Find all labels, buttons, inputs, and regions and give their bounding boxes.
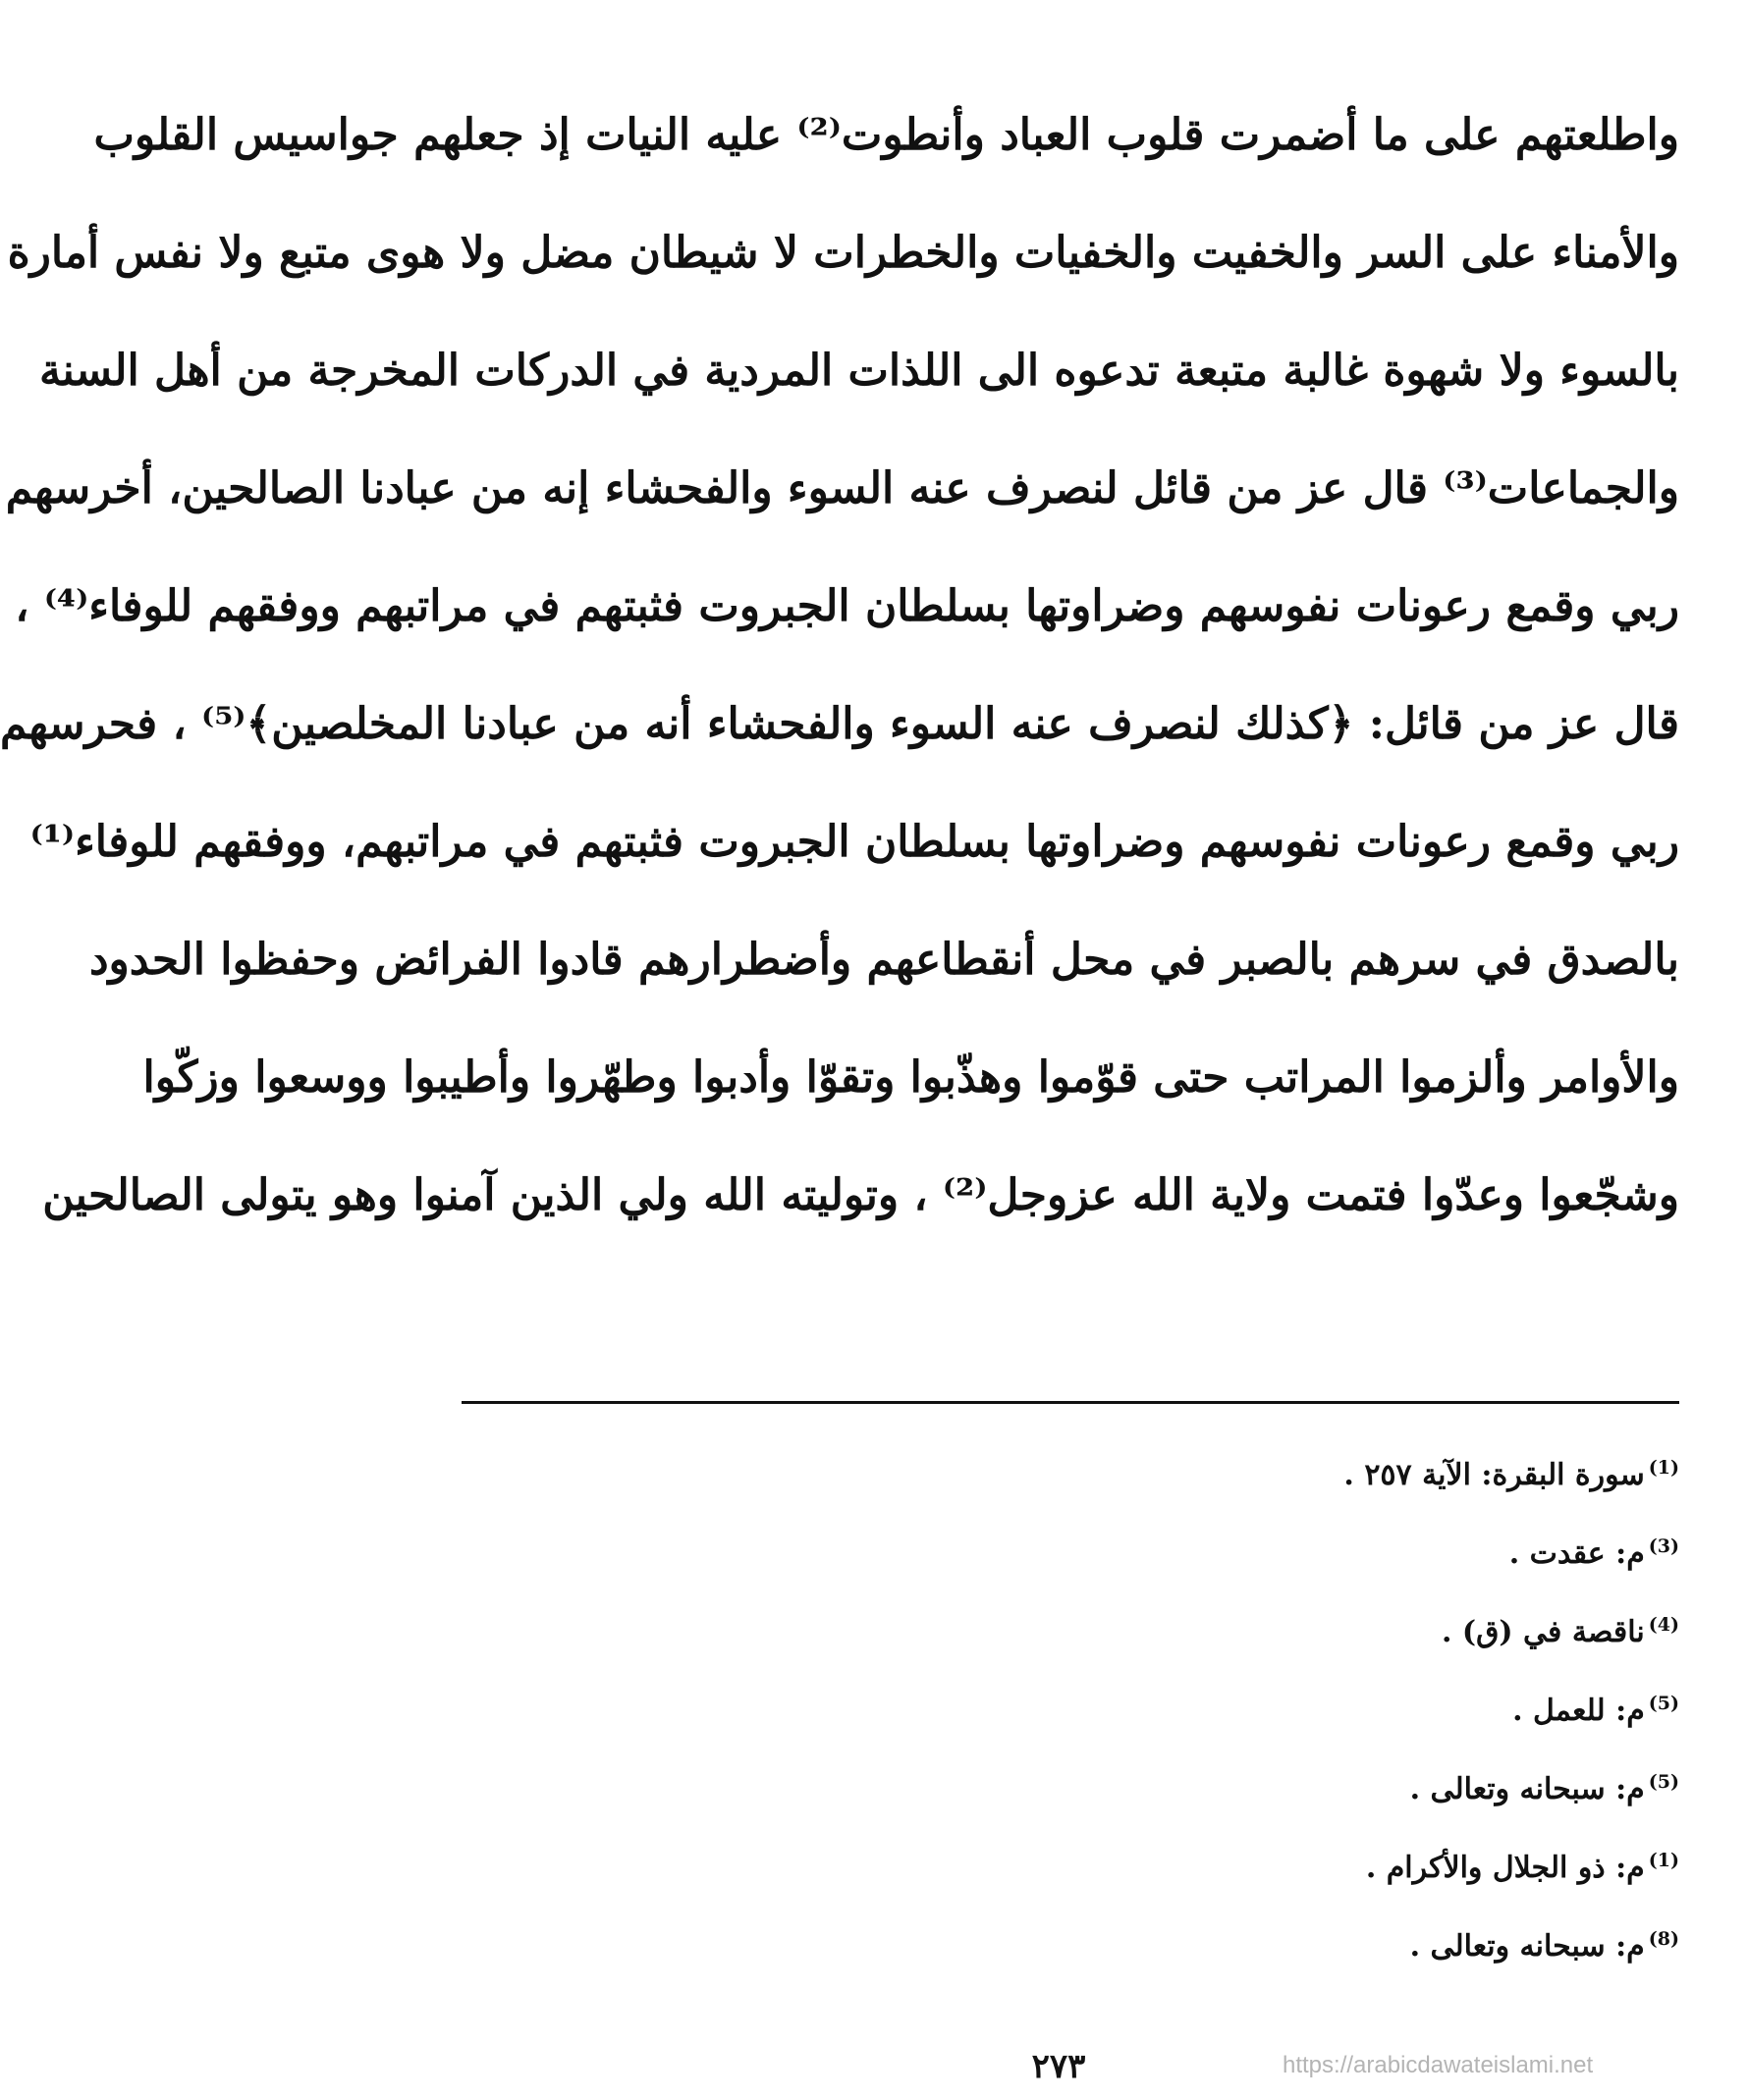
page-number: ٢٧٣	[1031, 2047, 1086, 2086]
footnote-text: م: عقدت .	[1508, 1536, 1645, 1571]
footnote-item	[462, 1512, 1679, 1590]
footnote-mark: (1)	[1648, 1850, 1679, 1871]
footnote-text: م: سبحانه وتعالى .	[1409, 1929, 1645, 1964]
main-text-line: ربي وقمع رعونات نفوسهم وضراوتها بسلطان الجبروت فثبتهم في مراتبهم، ووفقهم للوفاء⁽¹⁾	[29, 817, 1679, 867]
footnote-mark: (3)	[1648, 1535, 1679, 1557]
footnote-item	[462, 1433, 1679, 1512]
footnote-mark: (8)	[1648, 1928, 1679, 1950]
watermark-url: https://arabicdawateislami.net	[1283, 2052, 1594, 2078]
main-text-line: ربي وقمع رعونات نفوسهم وضراوتها بسلطان الجبروت فثبتهم في مراتبهم ووفقهم للوفاء⁽⁴⁾ ،	[15, 581, 1679, 631]
main-text-line: والأوامر وألزموا المراتب حتى قوّموا وهذّبوا وتقوّا وأدبوا وطهّروا وأطيبوا ووسعوا وزكّوا	[142, 1052, 1679, 1103]
main-text-line: بالسوء ولا شهوة غالبة متبعة تدعوه الى اللذات المردية في الدركات المخرجة من أهل السنة	[38, 346, 1679, 396]
footnote-text: م: ذو الجلال والأكرام .	[1365, 1851, 1645, 1885]
footnote-text: ناقصة في (ق) .	[1442, 1615, 1645, 1649]
footnote-item	[462, 1748, 1679, 1826]
footnotes-list	[462, 1433, 1679, 1983]
main-text-line: واطلعتهم على ما أضمرت قلوب العباد وأنطوت⁽²⁾ عليه النيات إذ جعلهم جواسيس القلوب	[93, 110, 1679, 160]
footnote-mark: (1)	[1648, 1457, 1679, 1479]
footnote-item	[462, 1590, 1679, 1669]
main-text-line: والجماعات⁽³⁾ قال عز من قائل لنصرف عنه السوء والفحشاء إنه من عبادنا الصالحين، أخرسهم	[5, 463, 1679, 513]
footnote-text: م: للعمل .	[1512, 1694, 1645, 1728]
footnote-mark: (5)	[1648, 1771, 1679, 1793]
footnote-text: م: سبحانه وتعالى .	[1409, 1772, 1645, 1806]
footnote-mark: (5)	[1648, 1693, 1679, 1714]
main-text-line: وشجّعوا وعدّوا فتمت ولاية الله عزوجل⁽²⁾ ، وتوليته الله ولي الذين آمنوا وهو يتولى الصالحين	[42, 1170, 1679, 1220]
footnote-text: سورة البقرة: الآية ٢٥٧ .	[1343, 1458, 1645, 1492]
footnote-item	[462, 1826, 1679, 1905]
footnote-item	[462, 1905, 1679, 1983]
main-text-line: قال عز من قائل: ﴿كذلك لنصرف عنه السوء والفحشاء أنه من عبادنا المخلصين﴾⁽⁵⁾ ، فحرسهم	[0, 699, 1679, 749]
footnote-item	[462, 1669, 1679, 1748]
main-text-line: بالصدق في سرهم بالصبر في محل أنقطاعهم وأضطرارهم قادوا الفرائض وحفظوا الحدود	[88, 935, 1679, 985]
footnote-mark: (4)	[1648, 1614, 1679, 1636]
main-text-line: والأمناء على السر والخفيت والخفيات والخطرات لا شيطان مضل ولا هوى متبع ولا نفس أمارة	[7, 228, 1679, 278]
main-text-block	[0, 93, 1679, 1271]
footnote-divider	[462, 1401, 1679, 1404]
